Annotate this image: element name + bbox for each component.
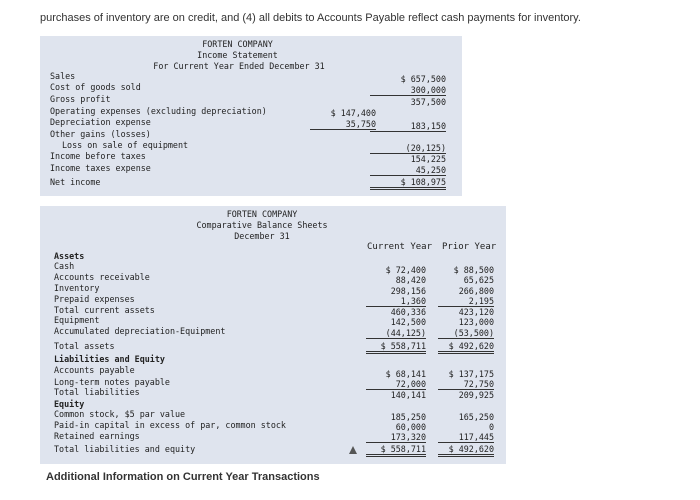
intro-text: purchases of inventory are on credit, and (4) all debits to Accounts Payable reflect cash payments for inventory.	[40, 12, 581, 24]
bs-equipment-label: Equipment	[54, 315, 100, 325]
bs-liab-equity-heading: Liabilities and Equity	[54, 354, 165, 364]
bs-accum-dep-label: Accumulated depreciation-Equipment	[54, 326, 226, 336]
bs-re-label: Retained earnings	[54, 431, 140, 441]
bs-col-current: Current Year	[367, 242, 433, 252]
bs-equity-heading: Equity	[54, 399, 85, 409]
balance-sheet	[40, 206, 506, 464]
bs-ltnp-cur: 72,000	[366, 379, 426, 390]
bs-equipment-cur: 142,500	[390, 317, 426, 327]
is-company-name: FORTEN COMPANY	[202, 39, 273, 49]
bs-tca-label: Total current assets	[54, 305, 155, 315]
income-statement	[40, 36, 462, 196]
bs-date: December 31	[234, 231, 290, 241]
is-depreciation-label: Depreciation expense	[50, 117, 151, 127]
is-gross-profit-amount: 357,500	[410, 97, 446, 107]
is-taxes-amount: 45,250	[370, 165, 446, 176]
bs-ap-label: Accounts payable	[54, 365, 135, 375]
is-loss-sale-amount: (20,125)	[370, 143, 446, 154]
is-opex-sub: $ 147,400	[330, 108, 376, 118]
is-cogs-amount: 300,000	[370, 85, 446, 96]
is-income-before-taxes-amount: 154,225	[410, 154, 446, 164]
mouse-cursor-icon	[349, 446, 357, 454]
is-net-income-label: Net income	[50, 177, 101, 187]
is-title: Income Statement	[197, 50, 278, 60]
bs-common-label: Common stock, $5 par value	[54, 409, 186, 419]
bs-cash-cur: $ 72,400	[385, 265, 426, 275]
bs-company-name: FORTEN COMPANY	[226, 209, 298, 219]
bs-ap-cur: $ 68,141	[385, 369, 426, 379]
bs-inventory-prior: 266,800	[458, 286, 494, 296]
bs-total-assets-label: Total assets	[54, 341, 115, 351]
bs-assets-heading: Assets	[54, 251, 85, 261]
bs-re-prior: 117,445	[438, 432, 494, 443]
bs-total-assets-prior: $ 492,620	[438, 341, 494, 354]
bs-cash-prior: $ 88,500	[453, 265, 494, 275]
is-net-income-amount: $ 108,975	[370, 177, 446, 190]
bs-common-prior: 165,250	[458, 412, 494, 422]
bs-prepaid-cur: 1,360	[366, 296, 426, 307]
bs-inventory-label: Inventory	[54, 283, 100, 293]
bs-tca-prior: 423,120	[458, 307, 494, 317]
bs-common-cur: 185,250	[390, 412, 426, 422]
bs-col-prior: Prior Year	[442, 242, 497, 252]
bs-total-liab-cur: 140,141	[390, 390, 426, 400]
bs-ar-cur: 88,420	[395, 275, 426, 285]
bs-accum-dep-prior: (53,500)	[438, 328, 494, 339]
bs-total-le-prior: $ 492,620	[438, 444, 494, 457]
is-sales-label: Sales	[50, 71, 76, 81]
is-income-before-taxes-label: Income before taxes	[50, 151, 146, 161]
bs-equipment-prior: 123,000	[458, 317, 494, 327]
bs-apic-label: Paid-in capital in excess of par, common stock	[54, 420, 286, 430]
bs-total-le-label: Total liabilities and equity	[54, 444, 196, 454]
bs-apic-cur: 60,000	[395, 422, 426, 432]
bs-re-cur: 173,320	[366, 432, 426, 443]
bs-cash-label: Cash	[54, 261, 75, 271]
bs-total-liab-label: Total liabilities	[54, 387, 140, 397]
bs-apic-prior: 0	[488, 422, 494, 432]
is-period: For Current Year Ended December 31	[153, 61, 325, 71]
bs-ar-label: Accounts receivable	[54, 272, 150, 282]
bs-inventory-cur: 298,156	[390, 286, 426, 296]
is-taxes-label: Income taxes expense	[50, 163, 151, 173]
bs-prepaid-prior: 2,195	[438, 296, 494, 307]
is-other-gains-label: Other gains (losses)	[50, 129, 151, 139]
is-depreciation-total: 183,150	[370, 121, 446, 132]
bs-prepaid-label: Prepaid expenses	[54, 294, 135, 304]
bs-total-liab-prior: 209,925	[458, 390, 494, 400]
bs-ltnp-label: Long-term notes payable	[54, 377, 170, 387]
is-sales-amount: $ 657,500	[400, 74, 446, 84]
bs-tca-cur: 460,336	[390, 307, 426, 317]
bs-accum-dep-cur: (44,125)	[366, 328, 426, 339]
is-loss-sale-label: Loss on sale of equipment	[62, 140, 189, 150]
is-opex-label: Operating expenses (excluding depreciation)	[50, 106, 267, 116]
bs-total-assets-cur: $ 558,711	[366, 341, 426, 354]
is-gross-profit-label: Gross profit	[50, 94, 111, 104]
bs-ap-prior: $ 137,175	[448, 369, 494, 379]
is-cogs-label: Cost of goods sold	[50, 82, 141, 92]
bs-ar-prior: 65,625	[463, 275, 494, 285]
bs-total-le-cur: $ 558,711	[366, 444, 426, 457]
bs-title: Comparative Balance Sheets	[196, 220, 328, 230]
additional-info-heading: Additional Information on Current Year Transactions	[46, 471, 320, 483]
is-depreciation-sub: 35,750	[310, 119, 376, 130]
bs-ltnp-prior: 72,750	[438, 379, 494, 390]
